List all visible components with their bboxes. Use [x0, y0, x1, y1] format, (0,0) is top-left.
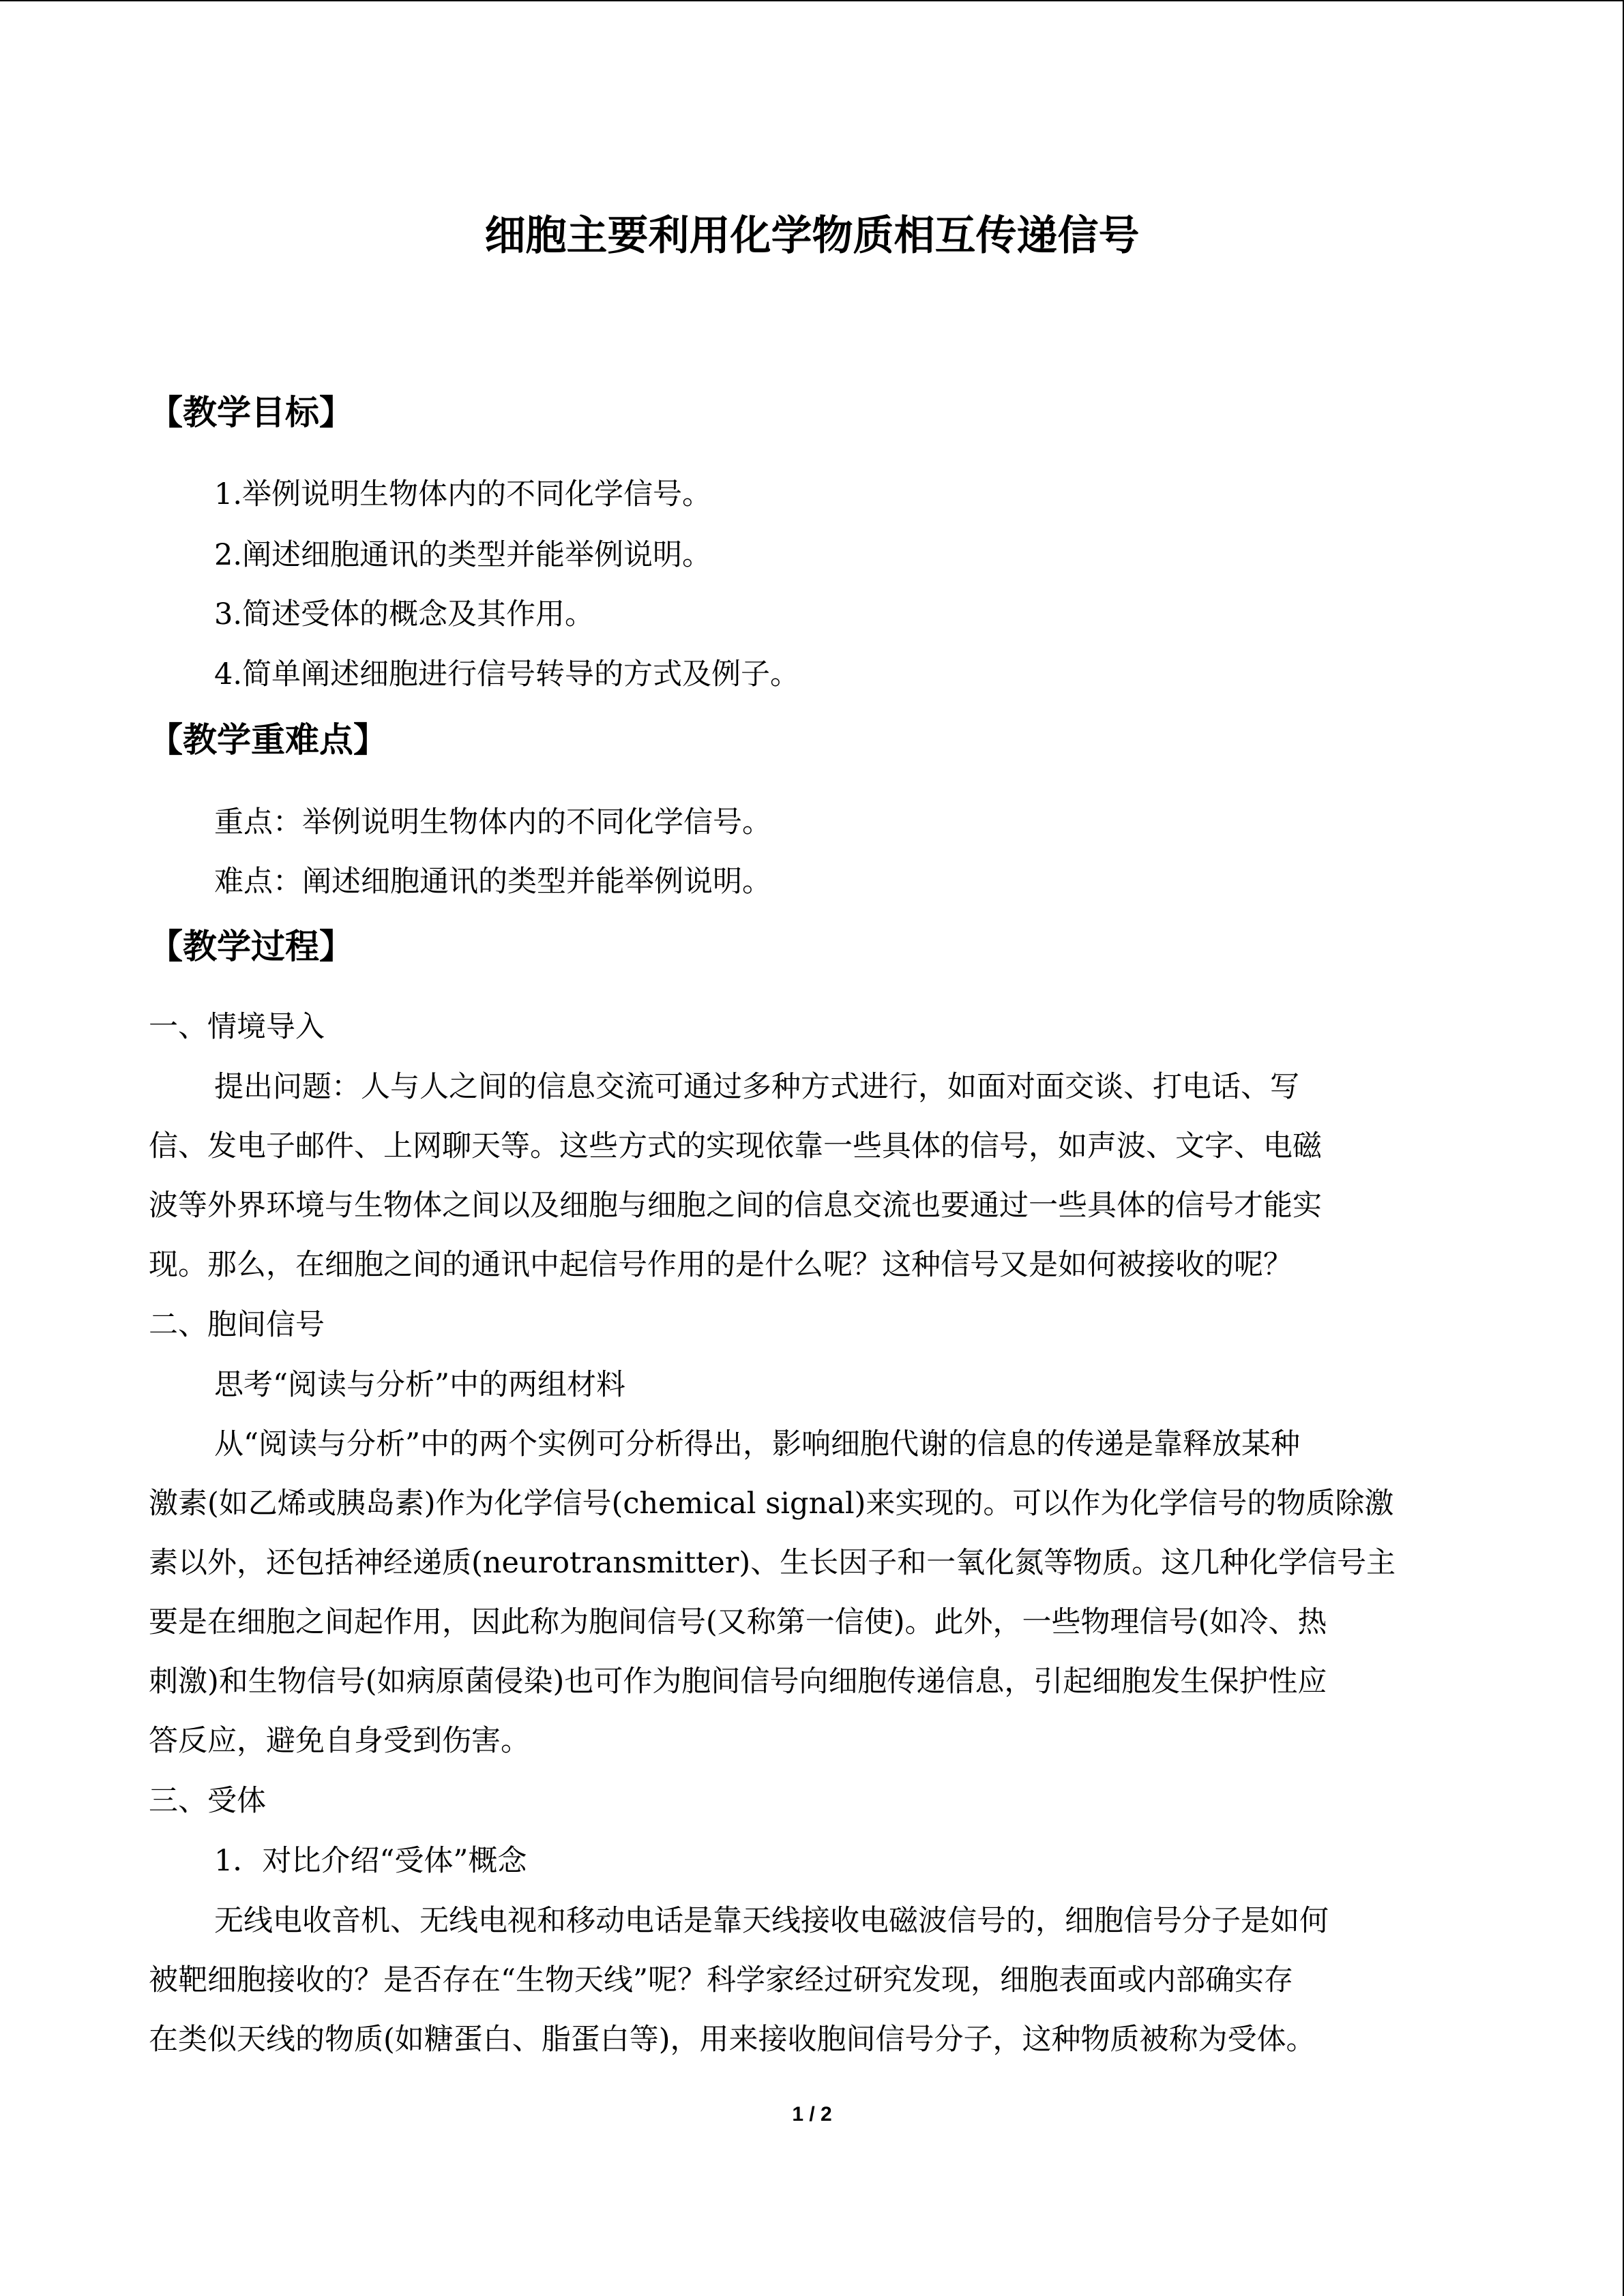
part1-title: 一、情境导入 — [149, 1010, 325, 1044]
part3-subtitle: 1．对比介绍“受体”概念 — [214, 1844, 527, 1878]
paragraph-line: 在类似天线的物质(如糖蛋白、脂蛋白等)，用来接收胞间信号分子，这种物质被称为受体。 — [149, 2023, 1316, 2057]
part2-title: 二、胞间信号 — [149, 1308, 325, 1342]
paragraph-line: 要是在细胞之间起作用，因此称为胞间信号(又称第一信使)。此外，一些物理信号(如冷、热 — [149, 1605, 1327, 1639]
objectives-heading: 【教学目标】 — [149, 393, 353, 432]
paragraph-line: 波等外界环境与生物体之间以及细胞与细胞之间的信息交流也要通过一些具体的信号才能实 — [149, 1189, 1322, 1223]
objective-item: 4.简单阐述细胞进行信号转导的方式及例子。 — [214, 657, 800, 691]
page-number: 1 / 2 — [792, 2103, 832, 2126]
page-title: 细胞主要利用化学物质相互传递信号 — [484, 212, 1140, 260]
paragraph-line: 现。那么，在细胞之间的通讯中起信号作用的是什么呢？这种信号又是如何被接收的呢？ — [149, 1248, 1293, 1282]
objective-item: 3.简述受体的概念及其作用。 — [214, 597, 595, 631]
paragraph-line: 从“阅读与分析”中的两个实例可分析得出，影响细胞代谢的信息的传递是靠释放某种 — [214, 1427, 1300, 1461]
difficulty-text: 难点：阐述细胞通讯的类型并能举例说明。 — [214, 865, 771, 899]
paragraph-line: 刺激)和生物信号(如病原菌侵染)也可作为胞间信号向细胞传递信息，引起细胞发生保护性应 — [149, 1665, 1327, 1699]
keypoint-text: 重点：举例说明生物体内的不同化学信号。 — [214, 805, 771, 839]
paragraph-line: 信、发电子邮件、上网聊天等。这些方式的实现依靠一些具体的信号，如声波、文字、电磁 — [149, 1129, 1322, 1163]
keypoints-heading: 【教学重难点】 — [149, 720, 387, 760]
page-border-top — [0, 0, 1624, 1]
paragraph-line: 答反应，避免自身受到伤害。 — [149, 1724, 530, 1758]
objective-item: 1.举例说明生物体内的不同化学信号。 — [214, 477, 712, 511]
paragraph-line: 被靶细胞接收的？是否存在“生物天线”呢？科学家经过研究发现，细胞表面或内部确实存 — [149, 1963, 1293, 1997]
paragraph-line: 激素(如乙烯或胰岛素)作为化学信号(chemical signal)来实现的。可以作为化学信号的物质除激 — [149, 1487, 1394, 1521]
process-heading: 【教学过程】 — [149, 927, 353, 966]
paragraph-line: 无线电收音机、无线电视和移动电话是靠天线接收电磁波信号的，细胞信号分子是如何 — [214, 1904, 1329, 1938]
part2-think: 思考“阅读与分析”中的两组材料 — [214, 1368, 625, 1402]
part3-title: 三、受体 — [149, 1784, 266, 1818]
paragraph-line: 素以外，还包括神经递质(neurotransmitter)、生长因子和一氧化氮等物质。这几种化学信号主 — [149, 1546, 1396, 1580]
paragraph-line: 提出问题：人与人之间的信息交流可通过多种方式进行，如面对面交谈、打电话、写 — [214, 1070, 1299, 1104]
objective-item: 2.阐述细胞通讯的类型并能举例说明。 — [214, 538, 712, 572]
